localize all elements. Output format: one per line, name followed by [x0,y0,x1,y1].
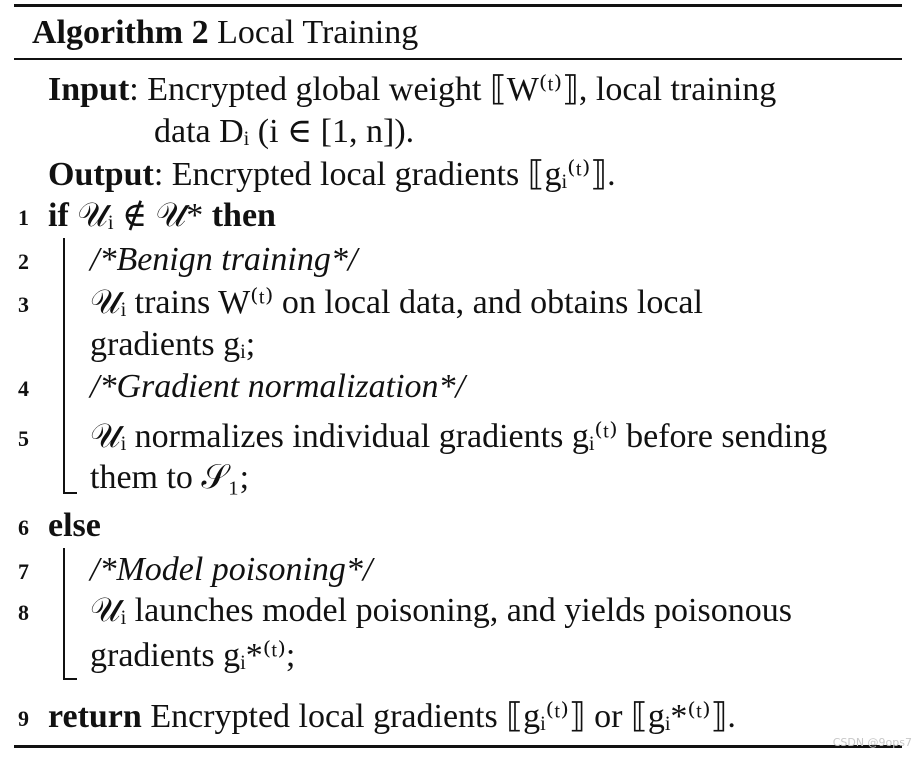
title-rule [14,58,902,60]
step-8: 𝒰ᵢ launches model poisoning, and yields poisonous [90,592,792,629]
if-keyword: if [48,197,69,234]
step-1 [48,196,276,236]
output-text: : Encrypted local gradients ⟦gᵢ⁽ᵗ⁾⟧. [153,156,616,193]
input-line-1 [48,70,776,110]
algorithm-title [32,12,418,54]
step-8-cont: gradients gᵢ*⁽ᵗ⁾; [90,637,296,674]
output-label: Output [48,156,154,193]
step-9-text: Encrypted local gradients ⟦gᵢ⁽ᵗ⁾⟧ or ⟦gᵢ*⁽ᵗ⁾⟧. [141,698,736,735]
else-block-end [63,678,77,680]
step-7-comment: /*Model poisoning*/ [90,551,373,588]
algorithm-label: Algorithm 2 [32,14,209,51]
step-number-3: 3 [18,292,29,317]
else-keyword: else [48,507,101,544]
input-label: Input [48,71,130,108]
output-line [48,155,616,195]
bottom-rule [14,745,902,748]
input-line-2 [154,112,414,152]
step-number-4: 4 [18,376,29,401]
step-number-6: 6 [18,515,29,540]
top-rule [14,4,902,7]
step-number-5: 5 [18,426,29,451]
then-keyword: then [211,197,276,234]
step-number-2: 2 [18,249,29,274]
else-block-bar [63,548,65,680]
input-text-2: data Dᵢ (i ∈ [1, n]). [154,113,415,150]
step-4-comment: /*Gradient normalization*/ [90,368,465,405]
step-number-8: 8 [18,600,29,625]
step-number-1: 1 [18,205,29,230]
input-text-1: : Encrypted global weight ⟦W⁽ᵗ⁾⟧, local training [129,71,777,108]
step-3-cont: gradients gᵢ; [90,326,256,363]
step-5: 𝒰ᵢ normalizes individual gradients gᵢ⁽ᵗ⁾ before sending [90,418,828,455]
if-block-end [63,492,77,494]
step-1-condition: 𝒰ᵢ ∉ 𝒰* [68,197,212,234]
step-2-comment: /*Benign training*/ [90,241,358,278]
step-number-7: 7 [18,559,29,584]
return-keyword: return [48,698,142,735]
step-number-9: 9 [18,706,29,731]
algorithm-name: Local Training [217,14,419,51]
step-3: 𝒰ᵢ trains W⁽ᵗ⁾ on local data, and obtains local [90,284,703,321]
step-5-cont: them to 𝒮₁; [90,459,250,496]
if-block-bar [63,238,65,494]
watermark: CSDN @9ops7 [832,736,912,749]
step-9 [48,697,736,737]
